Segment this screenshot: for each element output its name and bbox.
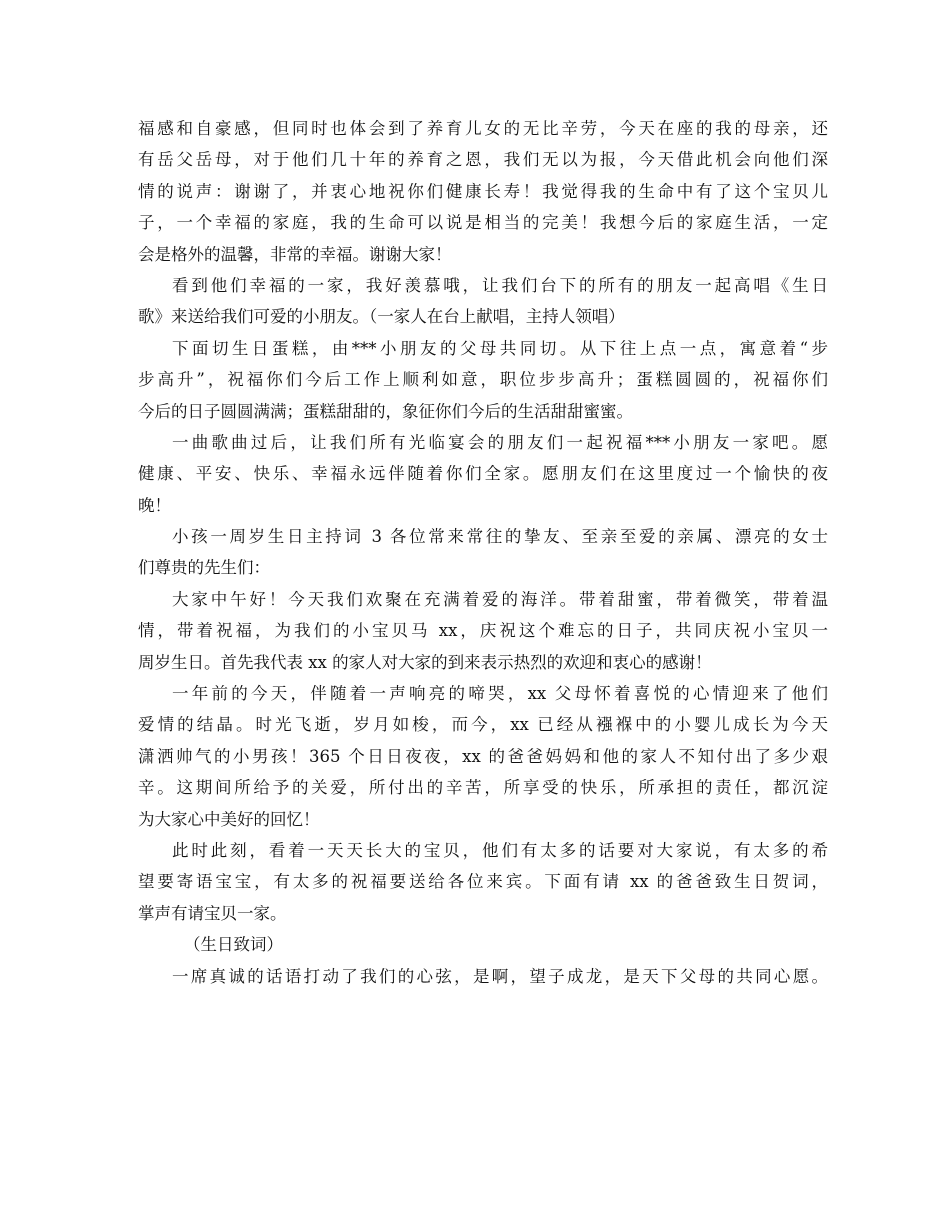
text-line: 下面切生日蛋糕，由***小朋友的父母共同切。从下往上点一点，寓意着“步: [172, 338, 828, 358]
text-line: 一席真诚的话语打动了我们的心弦，是啊，望子成龙，是天下父母的共同心愿。: [172, 966, 828, 986]
text-line: （生日致词）: [184, 935, 283, 955]
text-line: 此时此刻，看着一天天长大的宝贝，他们有太多的话要对大家说，有太多的希: [172, 840, 828, 860]
text-line: 周岁生日。首先我代表 xx 的家人对大家的到来表示热烈的欢迎和衷心的感谢！: [138, 652, 712, 672]
text-line: 歌》来送给我们可爱的小朋友。（一家人在台上献唱，主持人领唱）: [138, 307, 625, 327]
text-line: 爱情的结晶。时光飞逝，岁月如梭，而今，xx 已经从襁褓中的小婴儿成长为今天: [138, 715, 828, 735]
text-line: 子，一个幸福的家庭，我的生命可以说是相当的完美！我想今后的家庭生活，一定: [138, 213, 828, 233]
text-line: 看到他们幸福的一家，我好羡慕哦，让我们台下的所有的朋友一起高唱《生日: [172, 275, 828, 295]
text-line: 一曲歌曲过后，让我们所有光临宴会的朋友们一起祝福***小朋友一家吧。愿: [172, 432, 828, 452]
text-line: 小孩一周岁生日主持词 3 各位常来常往的挚友、至亲至爱的亲属、漂亮的女士: [172, 527, 828, 547]
text-line: 掌声有请宝贝一家。: [138, 903, 287, 923]
text-line: 们尊贵的先生们：: [138, 558, 270, 578]
text-line: 有岳父岳母，对于他们几十年的养育之恩，我们无以为报，今天借此机会向他们深: [138, 150, 828, 170]
text-line: 为大家心中美好的回忆！: [138, 809, 320, 829]
text-line: 会是格外的温馨，非常的幸福。谢谢大家！: [138, 244, 452, 264]
text-line: 步高升”，祝福你们今后工作上顺利如意，职位步步高升；蛋糕圆圆的，祝福你们: [138, 370, 828, 390]
text-line: 望要寄语宝宝，有太多的祝福要送给各位来宾。下面有请 xx 的爸爸致生日贺词，: [138, 872, 828, 892]
text-line: 潇洒帅气的小男孩！365 个日日夜夜，xx 的爸爸妈妈和他的家人不知付出了多少艰: [138, 746, 828, 766]
document-body: [138, 113, 828, 992]
text-line: 大家中午好！今天我们欢聚在充满着爱的海洋。带着甜蜜，带着微笑，带着温: [172, 589, 828, 609]
text-line: 辛。这期间所给予的关爱，所付出的辛苦，所享受的快乐，所承担的责任，都沉淀: [138, 778, 828, 798]
text-line: 健康、平安、快乐、幸福永远伴随着你们全家。愿朋友们在这里度过一个愉快的夜: [138, 464, 828, 484]
text-line: 福感和自豪感，但同时也体会到了养育儿女的无比辛劳，今天在座的我的母亲，还: [138, 119, 828, 138]
text-line: 情的说声：谢谢了，并衷心地祝你们健康长寿！我觉得我的生命中有了这个宝贝儿: [138, 181, 828, 201]
text-line: 晚！: [138, 495, 171, 515]
text-line: 一年前的今天，伴随着一声响亮的啼哭，xx 父母怀着喜悦的心情迎来了他们: [172, 684, 828, 704]
text-line: 情，带着祝福，为我们的小宝贝马 xx，庆祝这个难忘的日子，共同庆祝小宝贝一: [138, 621, 828, 641]
text-line: 今后的日子圆圆满满；蛋糕甜甜的，象征你们今后的生活甜甜蜜蜜。: [138, 401, 633, 421]
